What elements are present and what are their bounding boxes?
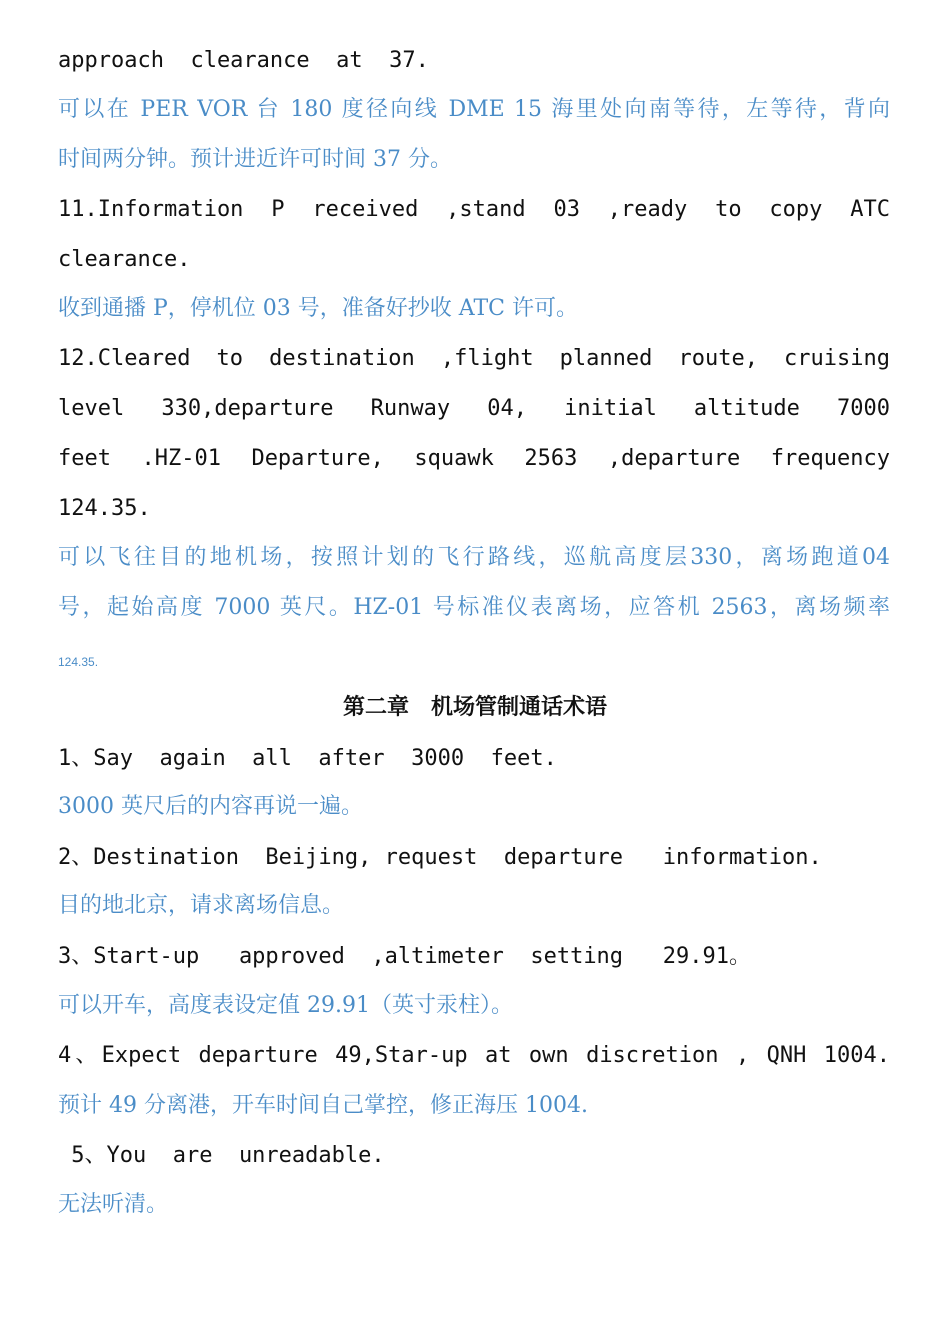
chinese-translation-line: 可以开车，高度表设定值 29.91（英寸汞柱）。	[58, 993, 513, 1018]
chinese-translation-small-line: 124.35.	[58, 655, 99, 669]
english-line: clearance.	[58, 247, 191, 272]
english-line: approach clearance at 37.	[58, 48, 429, 73]
chinese-translation-line: 收到通播 P，停机位 03 号，准备好抄收 ATC 许可。	[58, 296, 578, 321]
english-line: 2、Destination Beijing, request departure information.	[58, 845, 822, 870]
english-line: 11.Information P received ,stand 03 ,ready to copy ATC	[58, 197, 890, 222]
chinese-translation-line: 可以飞往目的地机场，按照计划的飞行路线，巡航高度层330，离场跑道04	[58, 545, 890, 570]
english-line: 5、You are unreadable.	[58, 1143, 385, 1168]
chinese-translation-line: 3000 英尺后的内容再说一遍。	[58, 794, 363, 819]
chinese-translation-line: 可以在 PER VOR 台 180 度径向线 DME 15 海里处向南等待，左等待，背向	[58, 97, 890, 122]
english-line: 124.35.	[58, 496, 151, 521]
chinese-translation-line: 号，起始高度 7000 英尺。HZ-01 号标准仪表离场，应答机 2563，离场频率	[58, 595, 890, 620]
chinese-translation-line: 预计 49 分离港，开车时间自己掌控，修正海压 1004.	[58, 1093, 588, 1118]
english-line: feet .HZ-01 Departure, squawk 2563 ,departure frequency	[58, 446, 890, 471]
english-line: level 330,departure Runway 04, initial altitude 7000	[58, 396, 890, 421]
chinese-translation-line: 目的地北京，请求离场信息。	[58, 893, 345, 918]
english-line: 1、Say again all after 3000 feet.	[58, 746, 557, 771]
chapter-heading: 第二章 机场管制通话术语	[342, 694, 607, 720]
chinese-translation-line: 时间两分钟。预计进近许可时间 37 分。	[58, 147, 452, 172]
english-line: 3、Start-up approved ,altimeter setting 29.91。	[58, 944, 752, 969]
chinese-translation-line: 无法听清。	[58, 1192, 169, 1217]
english-line: 4、Expect departure 49,Star-up at own discretion , QNH 1004.	[58, 1043, 890, 1068]
english-line: 12.Cleared to destination ,flight planned route, cruising	[58, 346, 890, 371]
